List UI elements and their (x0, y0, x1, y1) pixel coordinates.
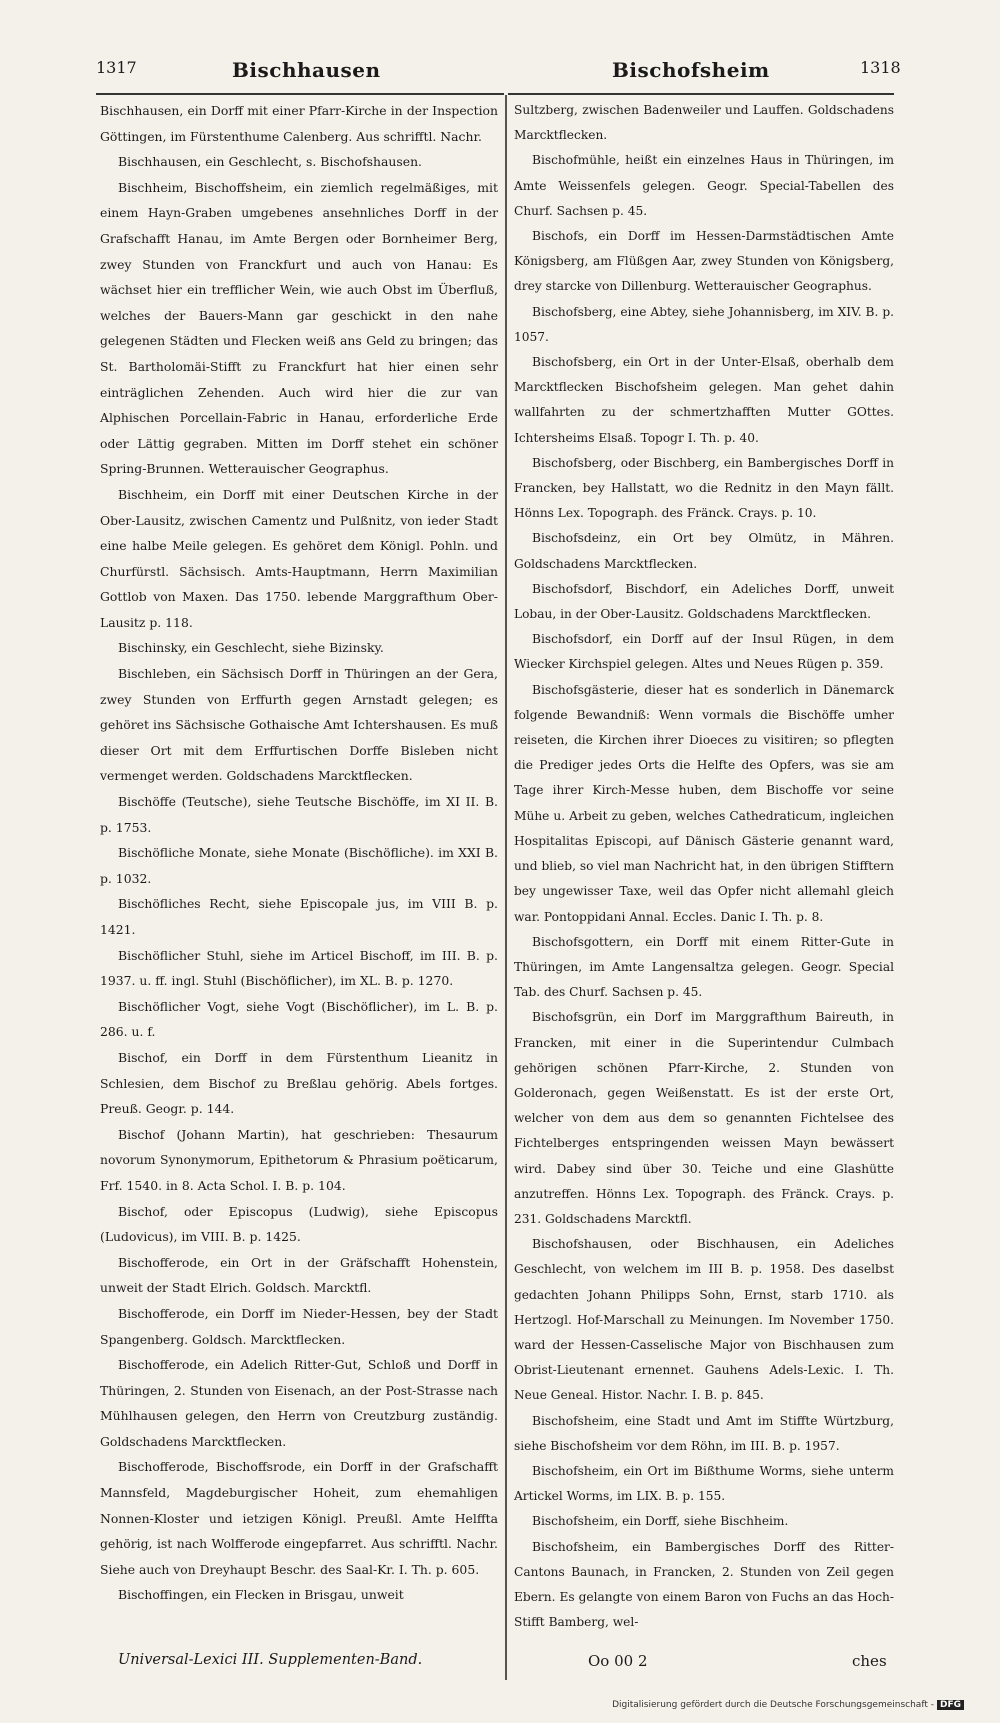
left-header-rule (96, 93, 504, 95)
lexicon-entry: Bischleben, ein Sächsisch Dorff in Thüringen an der Gera, zwey Stunden von Erffurth gegen Arnstadt gelegen; es gehöret ins Sächsische Gothaische Amt Ichtershausen. Es muß dieser Ort mit dem Erffurtischen Dorffe Bisleben nicht vermenget werden. Goldschadens Marcktflecken. (100, 666, 498, 784)
lexicon-entry: Bischof, ein Dorff in dem Fürstenthum Lieanitz in Schlesien, dem Bischof zu Breßlau gehörig. Abels fortges. Preuß. Geogr. p. 144. (100, 1049, 498, 1117)
lexicon-entry: Bischofsgottern, ein Dorff mit einem Ritter-Gute in Thüringen, im Amte Langensaltza gelegen. Geogr. Special Tab. des Churf. Sachsen p. 45. (514, 934, 894, 1000)
lexicon-entry: Bischofferode, ein Dorff im Nieder-Hessen, bey der Stadt Spangenberg. Goldsch. Marcktflecken. (100, 1305, 498, 1347)
lexicon-entry: Bischofmühle, heißt ein einzelnes Haus in Thüringen, im Amte Weissenfels gelegen. Geogr. Special-Tabellen des Churf. Sachsen p. 45. (514, 153, 894, 218)
lexicon-entry: Bischoffingen, ein Flecken in Brisgau, unweit (118, 1587, 404, 1603)
lexicon-entry: Bischofsdorf, Bischdorf, ein Adeliches Dorff, unweit Lobau, in der Ober-Lausitz. Goldschadens Marcktflecken. (514, 581, 894, 622)
right-running-headword: Bischofsheim (612, 58, 770, 82)
lexicon-entry: Bischofferode, ein Ort in der Gräfschafft Hohenstein, unweit der Stadt Elrich. Goldsch. Marcktfl. (100, 1254, 498, 1296)
lexicon-entry: Bischofsdeinz, ein Ort bey Olmütz, in Mähren. Goldschadens Marcktflecken. (514, 531, 894, 571)
lexicon-entry: Bischofsgrün, ein Dorf im Marggrafthum Baireuth, in Francken, mit einer in die Superintendur Culmbach gehörigen schönen Pfarr-Kirche, 2. Stunden von Golderonach, gegen Weißenstatt. Es ist der erste Ort, welcher von dem aus dem so genannten Fichtelsee des Fichtelberges entspringenden weissen Mayn bewässert wird. Dabey sind über 30. Teiche und eine Glashütte anzutreffen. Hönns Lex. Topograph. des Fränck. Crays. p. 231. Goldschadens Marcktfl. (514, 1010, 894, 1226)
running-title-footer: Universal-Lexici III. Supplementen-Band. (118, 1652, 423, 1668)
column-divider (505, 95, 507, 1680)
lexicon-entry: Bischofferode, ein Adelich Ritter-Gut, Schloß und Dorff in Thüringen, 2. Stunden von Eisenach, an der Post-Strasse nach Mühlhausen gelegen, den Herrn von Creutzburg zuständig. Goldschadens Marcktflecken. (100, 1357, 498, 1449)
dfg-badge: DFG (937, 1700, 964, 1710)
lexicon-entry: Bischofsheim, ein Bambergisches Dorff des Ritter-Cantons Baunach, in Francken, 2. Stunden von Zeil gegen Ebern. Es gelangte von einem Baron von Fuchs an das Hoch-Stifft Bamberg, wel- (514, 1539, 894, 1630)
lexicon-entry: Bischofshausen, oder Bischhausen, ein Adeliches Geschlecht, von welchem im III B. p. 1958. Des daselbst gedachten Johann Philipps Sohn, Ernst, starb 1710. als Hertzogl. Hof-Marschall zu Meinungen. Im November 1750. ward der Hessen-Casselische Major von Bischhausen zum Obrist-Lieutenant ernennet. Gauhens Adels-Lexic. I. Th. Neue Geneal. Histor. Nachr. I. B. p. 845. (514, 1237, 894, 1403)
lexicon-entry: Bischofsberg, eine Abtey, siehe Johannisberg, im XIV. B. p. 1057. (514, 304, 894, 344)
signature-mark: Oo 00 2 (588, 1652, 648, 1670)
lexicon-entry: Bischhausen, ein Geschlecht, s. Bischofshausen. (118, 154, 422, 170)
lexicon-entry: Bischofferode, Bischoffsrode, ein Dorff in der Grafschafft Mannsfeld, Magdeburgischer Hoheit, zum ehemahligen Nonnen-Kloster und ietzigen Königl. Preußl. Amte Helffta gehörig, ist nach Wolfferode eingepfarret. Aus schrifftl. Nachr. Siehe auch von Dreyhaupt Beschr. des Saal-Kr. I. Th. p. 605. (100, 1459, 498, 1577)
right-header-rule (508, 93, 894, 95)
right-column (514, 98, 894, 1635)
lexicon-entry: Bischofsdorf, ein Dorff auf der Insul Rügen, in dem Wiecker Kirchspiel gelegen. Altes und Neues Rügen p. 359. (514, 632, 894, 672)
credit-text: Digitalisierung gefördert durch die Deutsche Forschungsgemeinschaft - (612, 1700, 934, 1710)
lexicon-entry: Bischöflicher Vogt, siehe Vogt (Bischöflicher), im L. B. p. 286. u. f. (100, 998, 498, 1040)
lexicon-entry: Bischofsheim, ein Dorff, siehe Bischheim. (532, 1514, 789, 1529)
lexicon-entry: Bischofsheim, ein Ort im Bißthume Worms, siehe unterm Artickel Worms, im LIX. B. p. 155. (514, 1463, 894, 1504)
left-running-headword: Bischhausen (232, 58, 381, 82)
lexicon-entry: Bischofsberg, oder Bischberg, ein Bambergisches Dorff in Francken, bey Hallstatt, wo die Rednitz in den Mayn fällt. Hönns Lex. Topograph. des Fränck. Crays. p. 10. (514, 455, 894, 521)
left-page-number: 1317 (96, 58, 137, 77)
lexicon-entry: Bischhausen, ein Dorff mit einer Pfarr-Kirche in der Inspection Göttingen, im Fürstenthume Calenberg. Aus schrifftl. Nachr. (100, 103, 498, 144)
lexicon-entry: Bischheim, ein Dorff mit einer Deutschen Kirche in der Ober-Lausitz, zwischen Camentz und Pulßnitz, von ieder Stadt eine halbe Meile gelegen. Es gehöret dem Königl. Pohln. und Churfürstl. Sächsisch. Amts-Hauptmann, Herrn Maximilian Gottlob von Maxen. Das 1750. lebende Marggrafthum Ober-Lausitz p. 118. (100, 486, 498, 630)
lexicon-entry: Bischofsheim, eine Stadt und Amt im Stiffte Würtzburg, siehe Bischofsheim vor dem Röhn, im III. B. p. 1957. (514, 1413, 894, 1453)
right-page-number: 1318 (860, 58, 901, 77)
lexicon-entry: Bischofsgästerie, dieser hat es sonderlich in Dänemarck folgende Bewandniß: Wenn vormals die Bischöffe umher reiseten, die Kirchen ihrer Dioeces zu visitiren; so pflegten die Prediger jedes Orts die Helfte des Opfers, was sie am Tage ihrer Kirch-Messe huben, dem Bischoffe vor seine Mühe u. Arbeit zu geben, welches Cathedraticum, ingleichen Hospitalitas Episcopi, auf Dänisch Gästerie genannt ward, und blieb, so viel man Nachricht hat, in den übrigen Stifftern bey ungewisser Taxe, weil das Opfer nicht allemahl gleich war. Pontoppidani Annal. Eccles. Danic I. Th. p. 8. (514, 682, 894, 924)
digitization-credit (612, 1700, 964, 1710)
lexicon-entry: Sultzberg, zwischen Badenweiler und Lauffen. Goldschadens Marcktflecken. (514, 103, 894, 143)
lexicon-entry: Bischof (Johann Martin), hat geschrieben: Thesaurum novorum Synonymorum, Epithetorum & Phrasium poëticarum, Frf. 1540. in 8. Acta Schol. I. B. p. 104. (100, 1126, 498, 1193)
catchword: ches (852, 1652, 887, 1670)
lexicon-entry: Bischinsky, ein Geschlecht, siehe Bizinsky. (118, 640, 384, 656)
lexicon-entry: Bischofsberg, ein Ort in der Unter-Elsaß, oberhalb dem Marcktflecken Bischofsheim gelegen. Man gehet dahin wallfahrten zu der schmertzhafften Mutter GOttes. Ichtersheims Elsaß. Topogr I. Th. p. 40. (514, 355, 894, 445)
lexicon-entry: Bischheim, Bischoffsheim, ein ziemlich regelmäßiges, mit einem Hayn-Graben umgebenes ansehnliches Dorff in der Grafschafft Hanau, im Amte Bergen oder Bornheimer Berg, zwey Stunden von Franckfurt und auch von Hanau: Es wächset hier ein trefflicher Wein, wie auch Obst im Überfluß, welches der Bauers-Mann gar geschickt in den nahe gelegenen Städten und Flecken weiß ans Geld zu bringen; das St. Bartholomäi-Stifft zu Franckfurt hat hier einen sehr einträglichen Zehenden. Auch wird hier die zur van Alphischen Porcellain-Fabric in Hanau, erforderliche Erde oder Lättig gegraben. Mitten im Dorff stehet ein schöner Spring-Brunnen. Wetterauischer Geographus. (100, 179, 498, 477)
lexicon-entry: Bischöflicher Stuhl, siehe im Articel Bischoff, im III. B. p. 1937. u. ff. ingl. Stuhl (Bischöflicher), im XL. B. p. 1270. (100, 947, 498, 989)
lexicon-entry: Bischofs, ein Dorff im Hessen-Darmstädtischen Amte Königsberg, am Flüßgen Aar, zwey Stunden von Königsberg, drey starcke von Dillenburg. Wetterauischer Geographus. (514, 229, 894, 294)
left-column (100, 98, 498, 1608)
lexicon-entry: Bischof, oder Episcopus (Ludwig), siehe Episcopus (Ludovicus), im VIII. B. p. 1425. (100, 1203, 498, 1245)
lexicon-entry: Bischöfliche Monate, siehe Monate (Bischöfliche). im XXI B. p. 1032. (100, 845, 498, 886)
lexicon-entry: Bischöffe (Teutsche), siehe Teutsche Bischöffe, im XI II. B. p. 1753. (100, 794, 498, 835)
lexicon-entry: Bischöfliches Recht, siehe Episcopale jus, im VIII B. p. 1421. (100, 896, 498, 937)
